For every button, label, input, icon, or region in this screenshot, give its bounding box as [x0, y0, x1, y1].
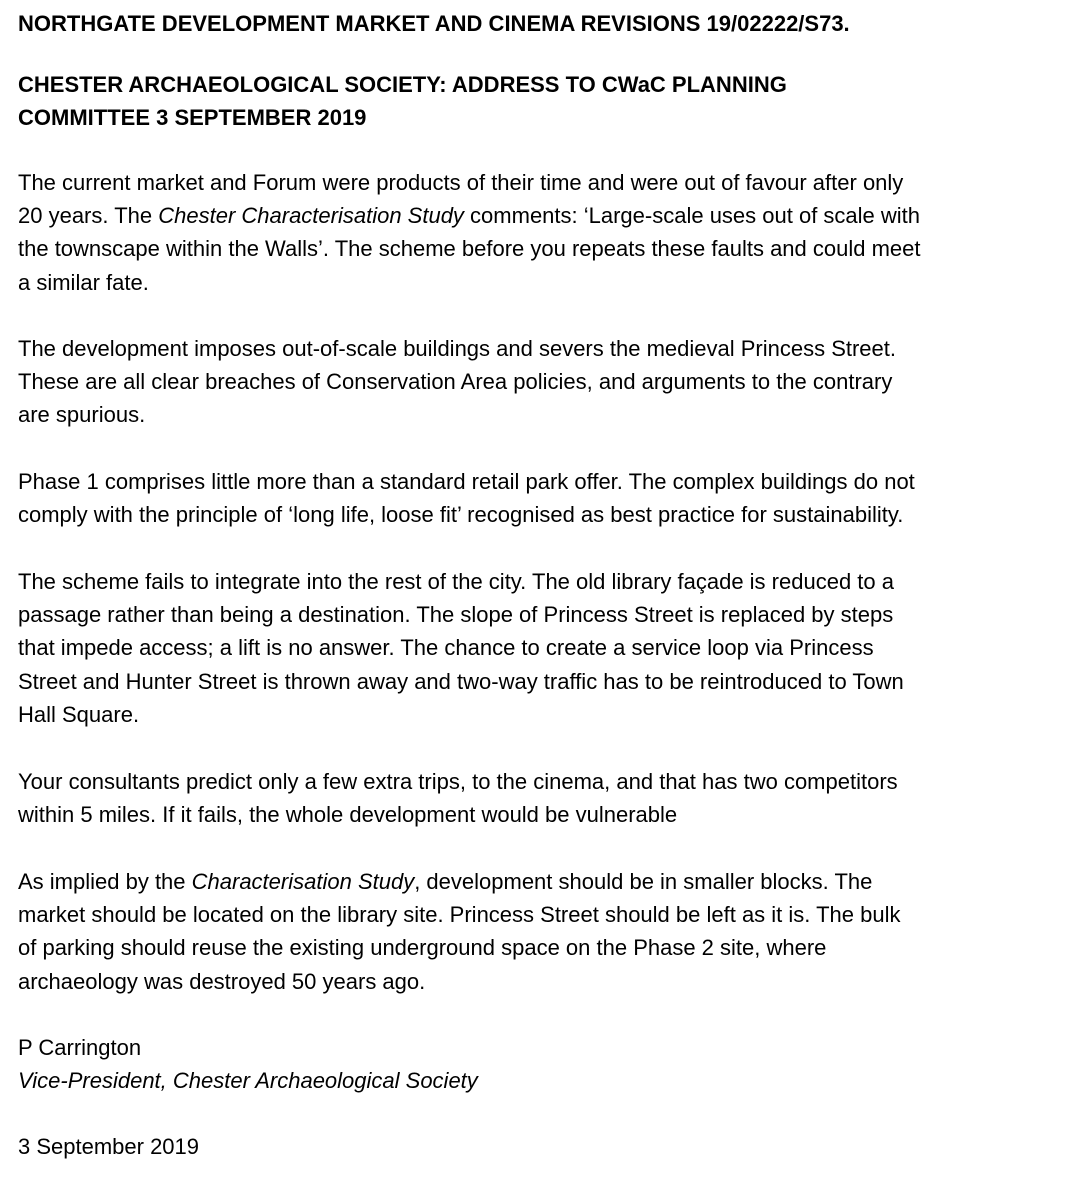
paragraph-3	[18, 465, 915, 531]
paragraph-line: The development imposes out-of-scale buildings and severs the medieval Princess Street.	[18, 336, 897, 361]
study-title-italic: Chester Characterisation Study	[158, 203, 464, 229]
paragraph-6	[18, 865, 901, 998]
paragraph-line	[18, 865, 901, 898]
text-run: 20 years. The	[18, 203, 159, 229]
document-title: NORTHGATE DEVELOPMENT MARKET AND CINEMA REVISIONS 19/02222/S73.	[18, 11, 850, 36]
study-title-italic: Characterisation Study	[191, 869, 415, 894]
signature-block	[18, 1031, 478, 1097]
paragraph-line: The scheme fails to integrate into the rest of the city. The old library façade is reduced to a	[18, 569, 894, 594]
paragraph-line: Phase 1 comprises little more than a standard retail park offer. The complex buildings do not	[18, 469, 915, 494]
text-run: As implied by the	[18, 869, 192, 894]
paragraph-line: market should be located on the library site. Princess Street should be left as it is. The bulk	[18, 902, 901, 928]
paragraph-line: are spurious.	[18, 402, 146, 428]
paragraph-line: that impede access; a lift is no answer. The chance to create a service loop via Princess	[18, 635, 874, 661]
signatory-name: P Carrington	[18, 1035, 142, 1060]
text-run: , development should be in smaller blocks. The	[414, 869, 873, 894]
paragraph-line: the townscape within the Walls’. The scheme before you repeats these faults and could meet	[18, 236, 921, 262]
paragraph-line: Your consultants predict only a few extra trips, to the cinema, and that has two competitors	[18, 769, 898, 794]
paragraph-5	[18, 765, 898, 831]
paragraph-line: passage rather than being a destination. The slope of Princess Street is replaced by steps	[18, 602, 894, 628]
signatory-role: Vice-President, Chester Archaeological Society	[18, 1068, 478, 1093]
document-subtitle	[18, 68, 787, 134]
document-date: 3 September 2019	[18, 1134, 200, 1159]
paragraph-line: Hall Square.	[18, 701, 140, 727]
paragraph-line: These are all clear breaches of Conservation Area policies, and arguments to the contrary	[18, 369, 893, 395]
paragraph-line: Street and Hunter Street is thrown away and two-way traffic has to be reintroduced to Town	[18, 668, 904, 694]
paragraph-4	[18, 565, 904, 731]
paragraph-line: a similar fate.	[18, 269, 149, 295]
subtitle-line: CHESTER ARCHAEOLOGICAL SOCIETY: ADDRESS TO CWaC PLANNING	[18, 72, 787, 97]
subtitle-line: COMMITTEE 3 SEPTEMBER 2019	[18, 105, 367, 130]
paragraph-2	[18, 332, 896, 432]
text-run: comments: ‘Large-scale uses out of scale with	[463, 203, 921, 229]
paragraph-line: of parking should reuse the existing underground space on the Phase 2 site, where	[18, 935, 827, 961]
paragraph-line: comply with the principle of ‘long life, loose fit’ recognised as best practice for sustainability.	[18, 502, 904, 528]
paragraph-line: within 5 miles. If it fails, the whole development would be vulnerable	[18, 802, 678, 828]
paragraph-1	[18, 166, 921, 299]
paragraph-line: The current market and Forum were products of their time and were out of favour after only	[18, 170, 904, 195]
paragraph-line	[18, 199, 921, 232]
paragraph-line: archaeology was destroyed 50 years ago.	[18, 968, 426, 994]
